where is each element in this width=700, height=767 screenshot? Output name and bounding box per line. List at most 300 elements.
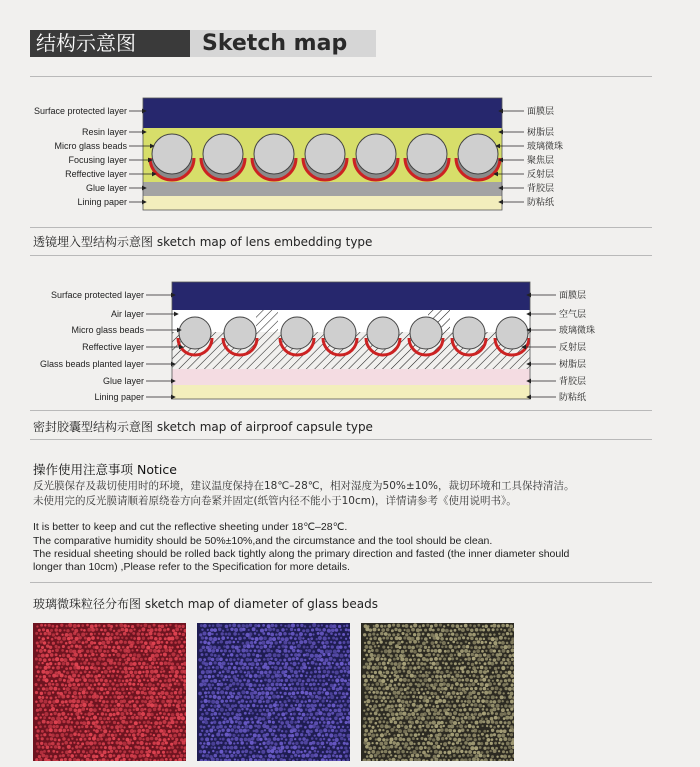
bead-dot xyxy=(80,628,82,630)
bead-dot xyxy=(300,725,303,728)
bead-dot xyxy=(370,653,374,657)
bead-dot xyxy=(91,688,94,691)
bead-dot xyxy=(314,654,318,658)
bead-dot xyxy=(115,666,118,669)
bead-dot xyxy=(129,695,132,698)
bead-dot xyxy=(138,754,142,758)
bead-dot xyxy=(283,665,287,669)
bead-dot xyxy=(371,717,375,721)
bead-dot xyxy=(433,671,436,674)
bead-dot xyxy=(243,679,246,682)
bead-dot xyxy=(208,657,212,661)
bead-dot xyxy=(170,692,173,695)
bead-dot xyxy=(228,666,232,670)
notice-title: 操作使用注意事项 Notice xyxy=(33,462,177,477)
bead-dot xyxy=(101,704,104,707)
bead-dot xyxy=(500,671,503,674)
bead-dot xyxy=(161,667,164,670)
bead-dot xyxy=(237,624,240,627)
bead-dot xyxy=(368,650,371,653)
bead-dot xyxy=(55,705,57,707)
notice-en-line: It is better to keep and cut the reflective sheeting under 18℃–28℃. xyxy=(33,521,348,533)
bead-dot xyxy=(127,657,131,661)
bead-dot xyxy=(458,704,460,706)
bead-dot xyxy=(449,737,452,740)
bead-dot xyxy=(407,679,410,682)
bead-dot xyxy=(510,674,514,678)
bead-dot xyxy=(344,646,347,649)
bead-dot xyxy=(498,691,502,695)
bead-dot xyxy=(244,724,248,728)
bead-dot xyxy=(257,734,261,738)
bead-dot xyxy=(135,700,138,703)
bead-dot xyxy=(235,654,238,657)
bead-dot xyxy=(329,657,333,661)
bead-dot xyxy=(243,705,246,708)
bead-dot xyxy=(172,755,175,758)
bead-dot xyxy=(65,684,67,686)
bead-dot xyxy=(305,708,308,711)
bead-dot xyxy=(338,641,341,644)
bead-dot xyxy=(363,683,366,686)
bead-dot xyxy=(383,720,386,723)
bead-dot xyxy=(501,733,505,737)
bead-dot xyxy=(510,632,513,635)
bead-dot xyxy=(272,628,275,631)
bead-dot xyxy=(132,733,136,737)
bead-dot xyxy=(258,684,261,687)
bead-dot xyxy=(181,625,184,628)
bead-dot xyxy=(504,721,507,724)
bead-dot xyxy=(122,680,125,683)
bead-dot xyxy=(344,738,346,740)
bead-dot xyxy=(339,654,343,658)
bead-dot xyxy=(92,755,96,759)
bead-dot xyxy=(309,675,311,677)
bead-dot xyxy=(157,734,161,738)
bead-dot xyxy=(86,751,88,753)
bead-dot xyxy=(165,692,169,696)
bead-dot xyxy=(247,653,251,657)
bead-dot xyxy=(306,753,310,757)
bead-dot xyxy=(403,670,406,673)
bead-dot xyxy=(332,686,336,690)
bead-dot xyxy=(155,662,157,664)
bead-dot xyxy=(37,654,40,657)
bead-dot xyxy=(178,733,182,737)
bead-dot xyxy=(176,688,178,690)
bead-dot xyxy=(86,708,88,710)
bead-dot xyxy=(280,721,283,724)
bead-dot xyxy=(183,758,186,761)
bead-dot xyxy=(319,663,322,666)
bead-dot xyxy=(48,717,51,720)
bead-dot xyxy=(495,696,497,698)
bead-dot xyxy=(242,654,246,658)
bead-dot xyxy=(267,749,271,753)
bead-dot xyxy=(54,728,58,732)
bead-dot xyxy=(140,725,143,728)
bead-dot xyxy=(476,666,478,668)
bead-dot xyxy=(127,741,131,745)
bead-dot xyxy=(247,671,251,675)
bead-dot xyxy=(133,709,135,711)
bead-dot xyxy=(469,666,471,668)
bead-dot xyxy=(342,700,344,702)
bead-dot xyxy=(509,625,513,629)
bead-dot xyxy=(161,716,164,719)
bead-dot xyxy=(38,637,40,639)
bead-dot xyxy=(420,754,422,756)
bead-dot xyxy=(443,751,446,754)
bead-dot xyxy=(103,717,106,720)
bead-dot xyxy=(209,637,213,641)
bead-dot xyxy=(134,745,137,748)
bead-dot xyxy=(454,646,457,649)
bead-dot xyxy=(169,751,171,753)
bead-dot xyxy=(207,632,211,636)
bead-dot xyxy=(161,633,163,635)
bead-dot xyxy=(260,680,263,683)
bead-dot xyxy=(80,721,83,724)
bead-dot xyxy=(384,717,386,719)
bead-dot xyxy=(260,662,262,664)
bead-dot xyxy=(406,751,408,753)
bead-dot xyxy=(177,700,181,704)
bead-dot xyxy=(439,709,442,712)
bead-dot xyxy=(286,697,289,700)
bead-dot xyxy=(50,755,53,758)
bead-dot xyxy=(384,649,388,653)
bead-dot xyxy=(412,654,415,657)
bead-dot xyxy=(71,628,74,631)
bead-dot xyxy=(35,675,37,677)
bead-dot xyxy=(150,678,154,682)
bead-dot xyxy=(246,742,248,744)
bead-dot xyxy=(448,717,450,719)
bead-dot xyxy=(219,750,223,754)
bead-dot xyxy=(100,746,103,749)
bead-dot xyxy=(316,638,318,640)
bead-dot xyxy=(474,703,478,707)
bead-dot xyxy=(53,712,56,715)
bead-dot xyxy=(207,629,209,631)
bead-dot xyxy=(484,641,487,644)
bead-dot xyxy=(413,716,416,719)
bead-dot xyxy=(90,726,92,728)
bead-dot xyxy=(176,712,180,716)
bead-dot xyxy=(255,637,259,641)
bead-dot xyxy=(272,637,276,641)
bead-dot xyxy=(403,704,406,707)
bead-dot xyxy=(394,745,397,748)
d1-label-cn-1: 树脂层 xyxy=(527,127,555,137)
bead-dot xyxy=(93,741,96,744)
bead-dot xyxy=(264,679,267,682)
bead-dot xyxy=(448,701,451,704)
bead-dot xyxy=(345,721,348,724)
bead-dot xyxy=(388,633,391,636)
bead-dot xyxy=(434,692,437,695)
bead-dot xyxy=(254,649,257,652)
bead-dot xyxy=(157,666,160,669)
bead-dot xyxy=(35,734,38,737)
bead-dot xyxy=(123,726,125,728)
bead-dot xyxy=(477,658,480,661)
bead-dot xyxy=(129,687,132,690)
bead-dot xyxy=(208,675,212,679)
bead-dot xyxy=(49,709,51,711)
bead-dot xyxy=(58,678,61,681)
bead-dot xyxy=(241,734,244,737)
bead-dot xyxy=(319,738,322,741)
bead-dot xyxy=(152,684,155,687)
bead-dot xyxy=(46,729,49,732)
bead-dot xyxy=(50,629,53,632)
bead-dot xyxy=(426,683,430,687)
bead-dot xyxy=(293,728,297,732)
bead-dot xyxy=(124,734,127,737)
bead-dot xyxy=(380,632,384,636)
bead-dot xyxy=(310,654,314,658)
bead-dot xyxy=(40,624,43,627)
bead-dot xyxy=(169,709,171,711)
bead-dot xyxy=(177,716,181,720)
bead-dot xyxy=(367,751,370,754)
bead-dot xyxy=(473,625,476,628)
bead-dot xyxy=(504,662,507,665)
bead-dot xyxy=(225,641,228,644)
bead-dot xyxy=(68,623,72,627)
bead-dot xyxy=(83,661,86,664)
bead-dot xyxy=(323,738,326,741)
bead-dot xyxy=(212,726,215,729)
bead-dot xyxy=(158,738,161,741)
bead-dot xyxy=(158,721,162,725)
bead-dot xyxy=(122,738,124,740)
bead-dot xyxy=(300,683,304,687)
bead-dot xyxy=(249,674,253,678)
bead-dot xyxy=(397,699,401,703)
bead-dot xyxy=(69,657,73,661)
bead-dot xyxy=(342,734,345,737)
bead-dot xyxy=(443,658,446,661)
bead-dot xyxy=(313,692,316,695)
bead-dot xyxy=(153,734,155,736)
bead-dot xyxy=(227,654,229,656)
bead-dot xyxy=(235,713,238,716)
bead-dot xyxy=(89,708,93,712)
bead-dot xyxy=(266,683,269,686)
bead-dot xyxy=(136,666,139,669)
bead-dot xyxy=(260,655,262,657)
bead-dot xyxy=(237,692,240,695)
bead-dot xyxy=(77,666,81,670)
bead-dot xyxy=(288,650,291,653)
bead-dot xyxy=(416,671,419,674)
bead-dot xyxy=(488,690,492,694)
bead-dot xyxy=(239,729,243,733)
bead-dot xyxy=(388,758,391,761)
surface-protected-layer xyxy=(172,282,530,310)
bead-dot xyxy=(487,738,491,742)
bead-dot xyxy=(297,653,300,656)
bead-dot xyxy=(103,692,106,695)
bead-dot xyxy=(205,679,209,683)
bead-dot xyxy=(76,700,80,704)
bead-dot xyxy=(75,754,77,756)
bead-dot xyxy=(124,628,128,632)
bead-dot xyxy=(174,682,177,685)
bead-dot xyxy=(265,687,268,690)
bead-dot xyxy=(474,670,478,674)
bead-dot xyxy=(417,683,421,687)
bead-dot xyxy=(220,699,223,702)
bead-dot xyxy=(390,705,394,709)
d2-label-reflective: Reffective layer xyxy=(82,342,144,352)
bead-dot xyxy=(496,674,500,678)
bead-dot xyxy=(218,730,221,733)
bead-dot xyxy=(223,703,226,706)
bead-dot xyxy=(114,734,117,737)
bead-dot xyxy=(495,637,499,641)
bead-dot xyxy=(176,746,178,748)
bead-dot xyxy=(54,745,58,749)
bead-dot xyxy=(338,633,341,636)
bead-dot xyxy=(369,645,373,649)
bead-dot xyxy=(131,716,134,719)
bead-dot xyxy=(449,671,452,674)
bead-dot xyxy=(100,678,104,682)
bead-dot xyxy=(177,683,180,686)
bead-dot xyxy=(169,758,172,761)
bead-dot xyxy=(300,733,303,736)
bead-dot xyxy=(475,661,478,664)
bead-dot xyxy=(153,675,156,678)
bead-dot xyxy=(482,737,484,739)
bead-dot xyxy=(139,721,141,723)
bead-dot xyxy=(426,716,429,719)
bead-dot xyxy=(214,654,217,657)
bead-dot xyxy=(239,670,242,673)
bead-dot xyxy=(182,667,184,669)
bead-dot xyxy=(424,753,428,757)
bead-dot xyxy=(152,746,154,748)
bead-dot xyxy=(160,671,163,674)
bead-dot xyxy=(248,746,250,748)
bead-dot xyxy=(165,708,169,712)
bead-dot xyxy=(506,658,509,661)
bead-dot xyxy=(376,758,379,761)
bead-dot xyxy=(165,624,167,626)
bead-dot xyxy=(334,709,337,712)
bead-dot xyxy=(174,641,177,644)
bead-dot xyxy=(253,684,256,687)
bead-dot xyxy=(143,679,145,681)
bead-dot xyxy=(342,726,344,728)
bead-dot xyxy=(57,662,60,665)
bead-dot xyxy=(106,650,109,653)
bead-dot xyxy=(100,738,103,741)
bead-dot xyxy=(99,717,103,721)
bead-dot xyxy=(138,712,142,716)
bead-dot xyxy=(403,722,405,724)
bead-dot xyxy=(461,728,465,732)
bead-dot xyxy=(225,709,227,711)
bead-dot xyxy=(95,650,97,652)
bead-dot xyxy=(389,709,393,713)
bead-dot xyxy=(72,640,76,644)
bead-dot xyxy=(262,674,264,676)
bead-dot xyxy=(205,712,208,715)
bead-dot xyxy=(292,657,295,660)
bead-dot xyxy=(220,708,224,712)
bead-dot xyxy=(510,733,513,736)
bead-dot xyxy=(502,750,505,753)
bead-dot xyxy=(418,641,420,643)
bead-dot xyxy=(200,725,203,728)
bead-dot xyxy=(347,700,350,703)
bead-dot xyxy=(505,716,509,720)
bead-dot xyxy=(35,683,38,686)
bead-dot xyxy=(322,653,325,656)
bead-dot xyxy=(453,746,457,750)
bead-dot xyxy=(335,738,339,742)
bead-dot xyxy=(131,674,135,678)
bead-dot xyxy=(79,679,81,681)
bead-dot xyxy=(140,625,142,627)
bead-dot xyxy=(298,755,301,758)
bead-dot xyxy=(132,691,134,693)
bead-dot xyxy=(462,645,466,649)
bead-dot xyxy=(139,705,142,708)
bead-dot xyxy=(365,627,369,631)
bead-dot xyxy=(296,691,299,694)
bead-dot xyxy=(147,679,149,681)
bead-dot xyxy=(75,637,79,641)
bead-dot xyxy=(81,683,84,686)
bead-dot xyxy=(176,680,179,683)
bead-dot xyxy=(487,645,491,649)
d1-label-cn-5: 背胶层 xyxy=(527,183,555,193)
bead-dot xyxy=(413,691,416,694)
bead-dot xyxy=(270,741,273,744)
bead-dot xyxy=(416,688,419,691)
bead-dot xyxy=(199,708,202,711)
bead-dot xyxy=(74,708,78,712)
bead-dot xyxy=(158,707,161,710)
bead-dot xyxy=(129,662,133,666)
bead-dot xyxy=(202,688,204,690)
bead-dot xyxy=(90,633,93,636)
bead-dot xyxy=(493,675,495,677)
bead-dot xyxy=(438,649,442,653)
bead-dot xyxy=(504,637,507,640)
bead-dot xyxy=(323,728,327,732)
bead-dot xyxy=(238,701,241,704)
bead-dot xyxy=(419,629,422,632)
bead-dot xyxy=(232,682,235,685)
bead-dot xyxy=(49,686,53,690)
bead-dot xyxy=(277,755,281,759)
divider xyxy=(30,255,652,256)
bead-dot xyxy=(144,716,147,719)
bead-dot xyxy=(292,649,295,652)
bead-dot xyxy=(452,641,455,644)
bead-dot xyxy=(37,713,40,716)
bead-dot xyxy=(487,754,490,757)
bead-dot xyxy=(103,625,106,628)
